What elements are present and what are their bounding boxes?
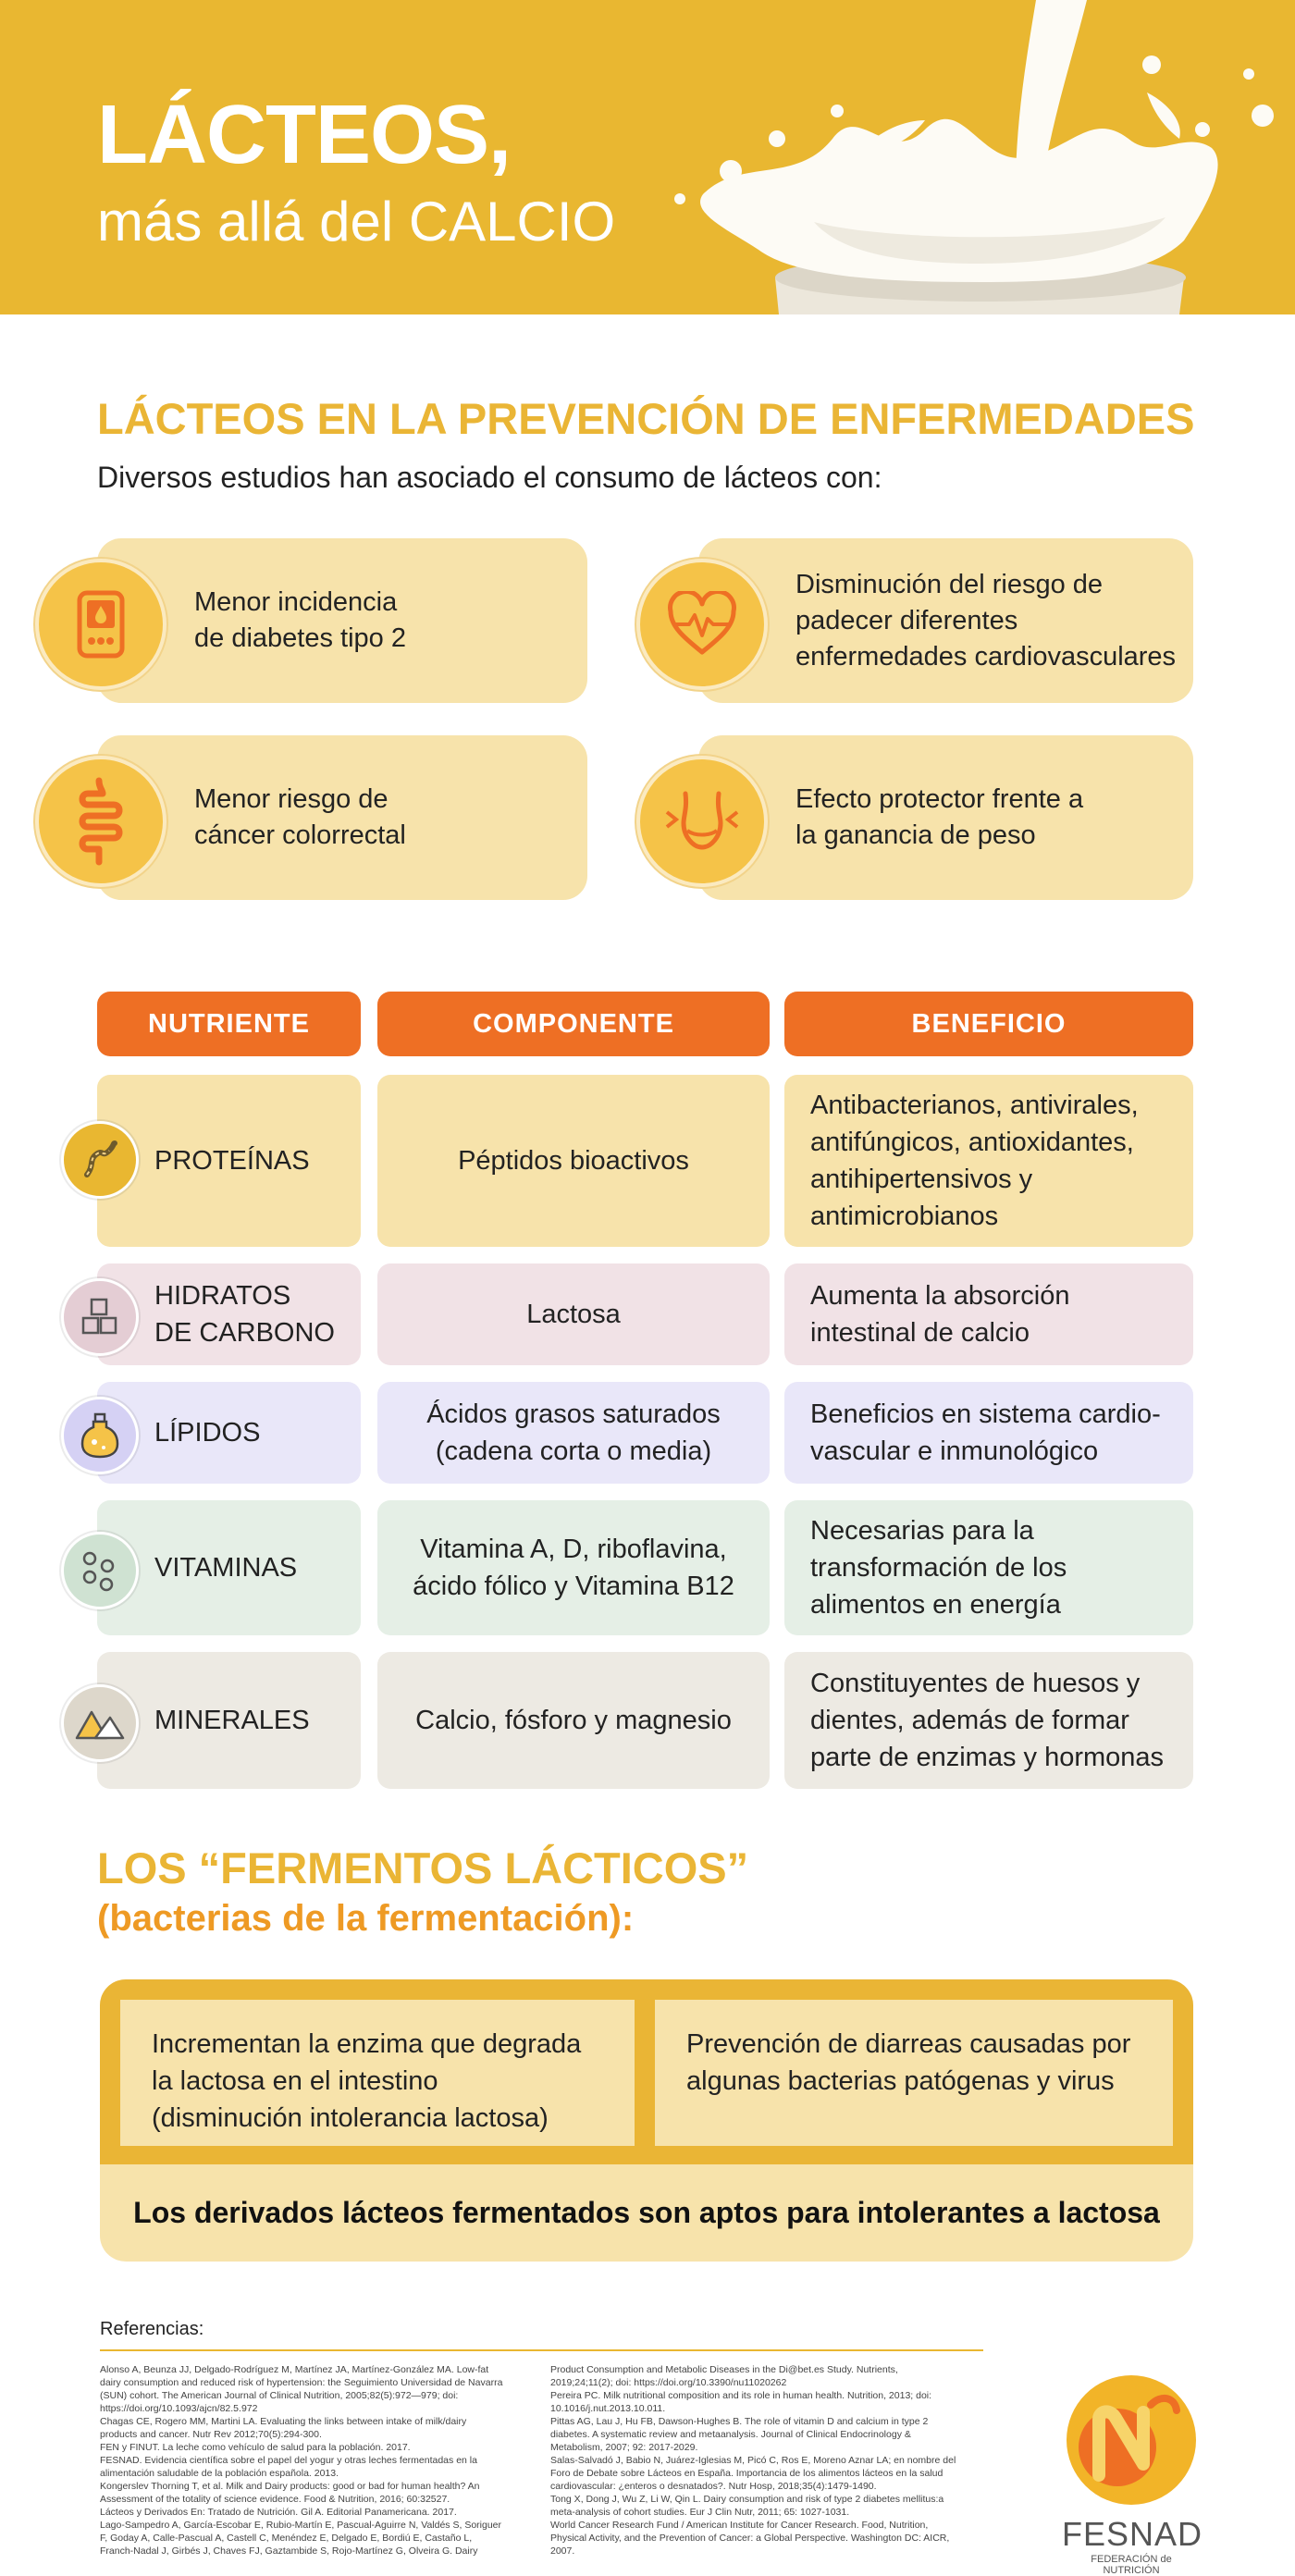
table-row-lipidos-nutrient: LÍPIDOS: [97, 1382, 361, 1484]
table-row-hidratos-nutrient: HIDRATOS DE CARBONO: [97, 1263, 361, 1365]
references-heading: Referencias:: [100, 2319, 204, 2339]
references-column-1: Alonso A, Beunza JJ, Delgado-Rodríguez M, Martínez JA, Martínez-González MA. Low-fat dairy consumption and reduced risk of hypertension: the Seguimiento Universidad de Navarra (SUN) cohort. The American Journal of Clinical Nutrition, 2005;82(5):972—979; doi: https://doi.org/10.1093/ajcn/82.5.972 Chagas CE, Rogero MM, Martini LA. Evaluating the links between intake of milk/dairy products and cancer. Nutr Rev 2012;70(5):294-300. FEN y FINUT. La leche como vehículo de salud para la población. 2017. FESNAD. Evidencia científica sobre el papel del yogur y otras leches fermentadas en la alimentación saludable de la población española. 2013. Kongerslev Thorning T, et al. Milk and Dairy products: good or bad for human health? An Assessment of the totality of science evidence. Food & Nutrition, 2016; 60:32527. Lácteos y Derivados En: Tratado de Nutrición. Gil A. Editorial Panamericana. 2017. Lago-Sampedro A, García-Escobar E, Rubio-Martín E, Pascual-Aguirre N, Valdés S, Soriguer F, Goday A, Calle-Pascual A, Castell C, Menéndez E, Delgado E, Bordiú E, Castaño L, Franch-Nadal J, Girbés J, Chaves FJ, Gaztambide S, Rojo-Martínez G, Olveira G. Dairy: [100, 2364, 503, 2557]
ferments-conclusion: Los derivados lácteos fermentados son aptos para intolerantes a lactosa: [133, 2196, 1160, 2229]
prevention-card-text: Efecto protector frente a la ganancia de peso: [796, 784, 1084, 850]
table-row-vitaminas-benefit: Necesarias para la transformación de los alimentos en energía: [784, 1500, 1193, 1635]
oil-bottle-icon: [61, 1397, 139, 1474]
table-row-lipidos-benefit: Beneficios en sistema cardio- vascular e inmunológico: [784, 1382, 1193, 1484]
page-title: LÁCTEOS,: [97, 89, 512, 181]
ferments-subtitle: (bacterias de la fermentación):: [97, 1898, 635, 1939]
table-row-hidratos-benefit: Aumenta la absorción intestinal de calcio: [784, 1263, 1193, 1365]
table-row-minerales-component: Calcio, fósforo y magnesio: [377, 1652, 770, 1789]
glucometer-icon: [35, 559, 166, 690]
table-row-proteinas-benefit: Antibacterianos, antivirales, antifúngicos, antioxidantes, antihipertensivos y antimicrobianos: [784, 1075, 1193, 1247]
ferments-box: [100, 1979, 1193, 2262]
fesnad-logo: [1062, 2373, 1201, 2576]
logo-tagline: FEDERACIÓN de NUTRICIÓN: [1091, 2554, 1172, 2576]
table-row-proteinas-nutrient: PROTEÍNAS: [97, 1075, 361, 1247]
prevention-card-text: Menor riesgo de cáncer colorrectal: [194, 784, 406, 850]
sugar-cubes-icon: [61, 1278, 139, 1356]
fesnad-logo-mark: [1062, 2373, 1201, 2512]
prevention-card-text: Disminución del riesgo de padecer diferentes enfermedades cardiovasculares: [796, 569, 1177, 672]
header-banner: [0, 0, 1295, 314]
references-column-2: Product Consumption and Metabolic Diseases in the Di@bet.es Study. Nutrients, 2019;24;11(2); doi: https://doi.org/10.3390/nu11020262 Pereira PC. Milk nutritional composition and its role in human health. Nutrition, 2013; doi: 10.1016/j.nut.2013.10.011. Pittas AG, Lau J, Hu FB, Dawson-Hughes B. The role of vitamin D and calcium in type 2 diabetes. A systematic review and metaanalysis. Journal of Clinical Endocrinology & Metabolism, 2007; 92: 2017-2029. Salas-Salvadó J, Babio N, Juárez-Iglesias M, Picó C, Ros E, Moreno Aznar LA; en nombre del Foro de Debate sobre Lácteos en España. Importancia de los alimentos lácteos en la salud cardiovascular: ¿enteros o desnatados?. Nutr Hosp, 2018;35(4):1479-1490. Tong X, Dong J, Wu Z, Li W, Qin L. Dairy consumption and risk of type 2 diabetes mellitus:a meta-analysis of cohort studies. Eur J Clin Nutr, 2011; 65: 1027-1031. World Cancer Research Fund / American Institute for Cancer Research. Food, Nutrition, Physical Activity, and the Prevention of Cancer: a Global Perspective. Washington DC: AICR, 2007.: [550, 2364, 956, 2557]
prevention-intro: Diversos estudios han asociado el consumo de lácteos con:: [97, 461, 882, 494]
table-row-hidratos-component: Lactosa: [377, 1263, 770, 1365]
table-row-lipidos-component: Ácidos grasos saturados (cadena corta o media): [377, 1382, 770, 1484]
table-header-componente: COMPONENTE: [377, 992, 770, 1056]
heart-pulse-icon: [636, 559, 768, 690]
prevention-card-diabetes: [97, 538, 587, 703]
ferments-left-card: Incrementan la enzima que degrada la lactosa en el intestino (disminución intolerancia lactosa): [120, 2000, 635, 2146]
table-header-beneficio: BENEFICIO: [784, 992, 1193, 1056]
table-row-vitaminas-nutrient: VITAMINAS: [97, 1500, 361, 1635]
table-row-minerales-nutrient: MINERALES: [97, 1652, 361, 1789]
prevention-card-weight: [698, 735, 1193, 900]
table-header-nutriente: NUTRIENTE: [97, 992, 361, 1056]
table-row-vitaminas-component: Vitamina A, D, riboflavina, ácido fólico y Vitamina B12: [377, 1500, 770, 1635]
references-divider: [100, 2349, 983, 2351]
protein-icon: [61, 1121, 139, 1199]
pills-icon: [61, 1532, 139, 1609]
logo-name: FESNAD: [1062, 2515, 1203, 2553]
page-subtitle: más allá del CALCIO: [97, 191, 616, 253]
prevention-card-text: Menor incidencia de diabetes tipo 2: [194, 587, 406, 653]
intestine-icon: [35, 756, 166, 887]
prevention-card-cardio: [698, 538, 1193, 703]
table-row-minerales-benefit: Constituyentes de huesos y dientes, además de formar parte de enzimas y hormonas: [784, 1652, 1193, 1789]
ferments-title: LOS “FERMENTOS LÁCTICOS”: [97, 1843, 749, 1892]
table-row-proteinas-component: Péptidos bioactivos: [377, 1075, 770, 1247]
ferments-right-card: Prevención de diarreas causadas por algunas bacterias patógenas y virus: [655, 2000, 1173, 2146]
prevention-title: LÁCTEOS EN LA PREVENCIÓN DE ENFERMEDADES: [97, 394, 1195, 443]
mineral-piles-icon: [61, 1684, 139, 1762]
prevention-card-colorectal: [97, 735, 587, 900]
waist-icon: [636, 756, 768, 887]
